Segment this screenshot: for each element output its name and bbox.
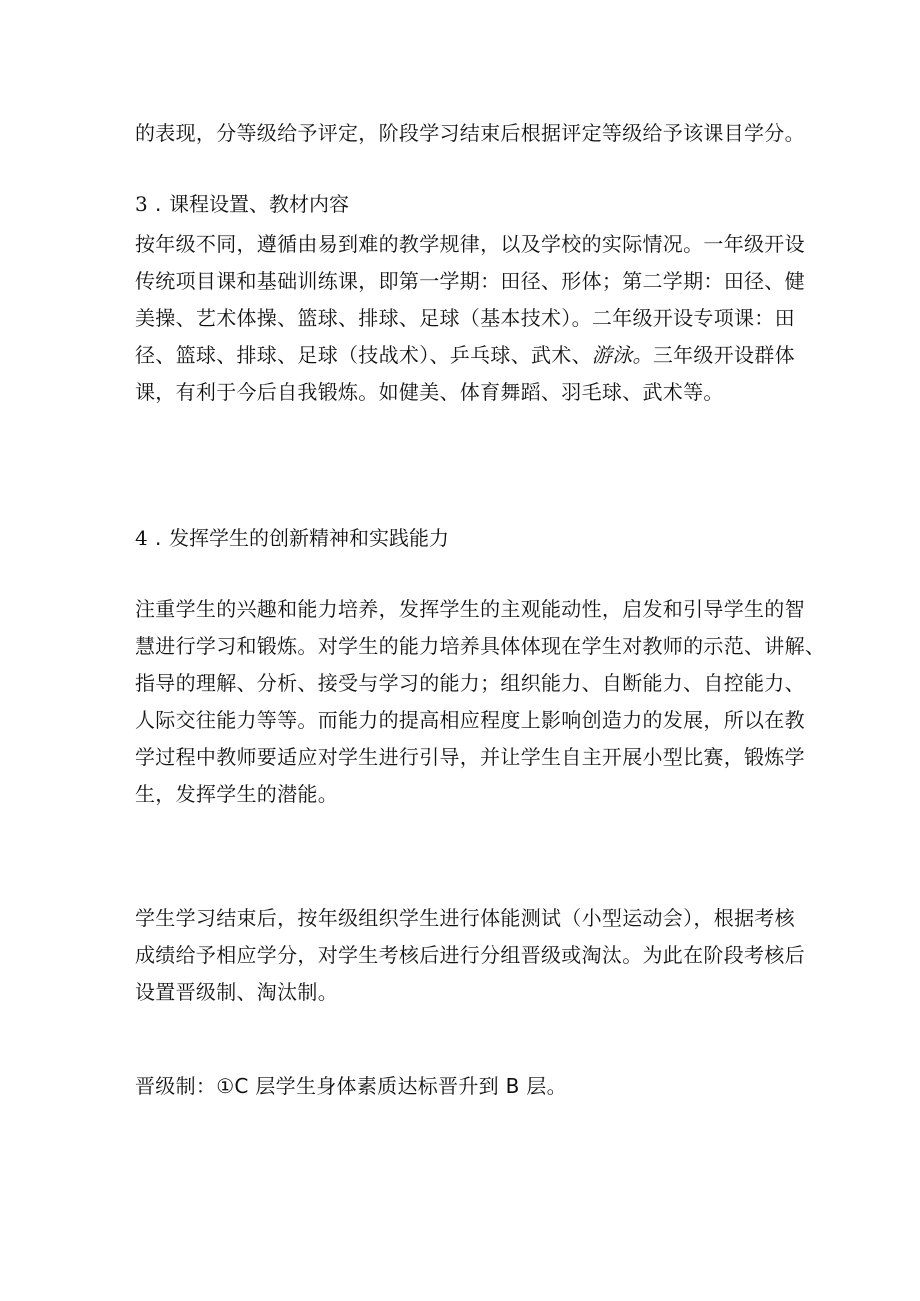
text-line: 生，发挥学生的潜能。 <box>135 782 338 806</box>
paragraph-abilities <box>135 591 826 813</box>
section-title: 课程设置、教材内容 <box>169 192 349 216</box>
text-line: 成绩给予相应学分，对学生考核后进行分组晋级或淘汰。为此在阶段考核后 <box>135 943 805 967</box>
text-line: 指导的理解、分析、接受与学习的能力；组织能力、自断能力、自控能力、 <box>135 671 805 695</box>
text-line: 慧进行学习和锻炼。对学生的能力培养具体体现在学生对教师的示范、讲解、 <box>135 634 826 658</box>
text-line: 课，有利于今后自我锻炼。如健美、体育舞蹈、羽毛球、武术等。 <box>135 380 724 404</box>
text-line: 的表现，分等级给予评定，阶段学习结束后根据评定等级给予该课目学分。 <box>135 121 805 145</box>
paragraph-assessment <box>135 900 807 1011</box>
text-line: 按年级不同，遵循由易到难的教学规律，以及学校的实际情况。一年级开设 <box>135 232 805 256</box>
paragraph-curriculum <box>135 226 807 411</box>
paragraph-promotion <box>135 1068 807 1105</box>
text-line <box>135 337 807 374</box>
text-segment: 径、篮球、排球、足球（技战术）、乒乓球、武术、 <box>135 343 592 367</box>
paragraph-intro <box>135 115 807 152</box>
text-line: 人际交往能力等等。而能力的提高相应程度上影响创造力的发展，所以在教 <box>135 708 805 732</box>
section-title: 发挥学生的创新精神和实践能力 <box>169 526 449 550</box>
text-line: 传统项目课和基础训练课，即第一学期：田径、形体；第二学期：田径、健 <box>135 269 805 293</box>
text-line: 注重学生的兴趣和能力培养，发挥学生的主观能动性，启发和引导学生的智 <box>135 597 805 621</box>
text-line: 学过程中教师要适应对学生进行引导，并让学生自主开展小型比赛，锻炼学 <box>135 745 805 769</box>
section-number: 3 <box>135 192 148 216</box>
section-number: 4 <box>135 526 148 550</box>
text-line: 晋级制：①C 层学生身体素质达标晋升到 B 层。 <box>135 1074 567 1098</box>
text-line: 设置晋级制、淘汰制。 <box>135 980 338 1004</box>
text-line: 学生学习结束后，按年级组织学生进行体能测试（小型运动会），根据考核 <box>135 906 795 930</box>
text-segment: 三年级开设群体 <box>652 343 795 367</box>
section-dot: . <box>155 192 162 216</box>
section-dot: . <box>155 526 162 550</box>
text-line: 美操、艺术体操、篮球、排球、足球（基本技术）。二年级开设专项课：田 <box>135 306 795 330</box>
section-heading-3 <box>135 186 349 223</box>
italic-text: 游泳。 <box>591 343 653 367</box>
section-heading-4 <box>135 520 449 557</box>
